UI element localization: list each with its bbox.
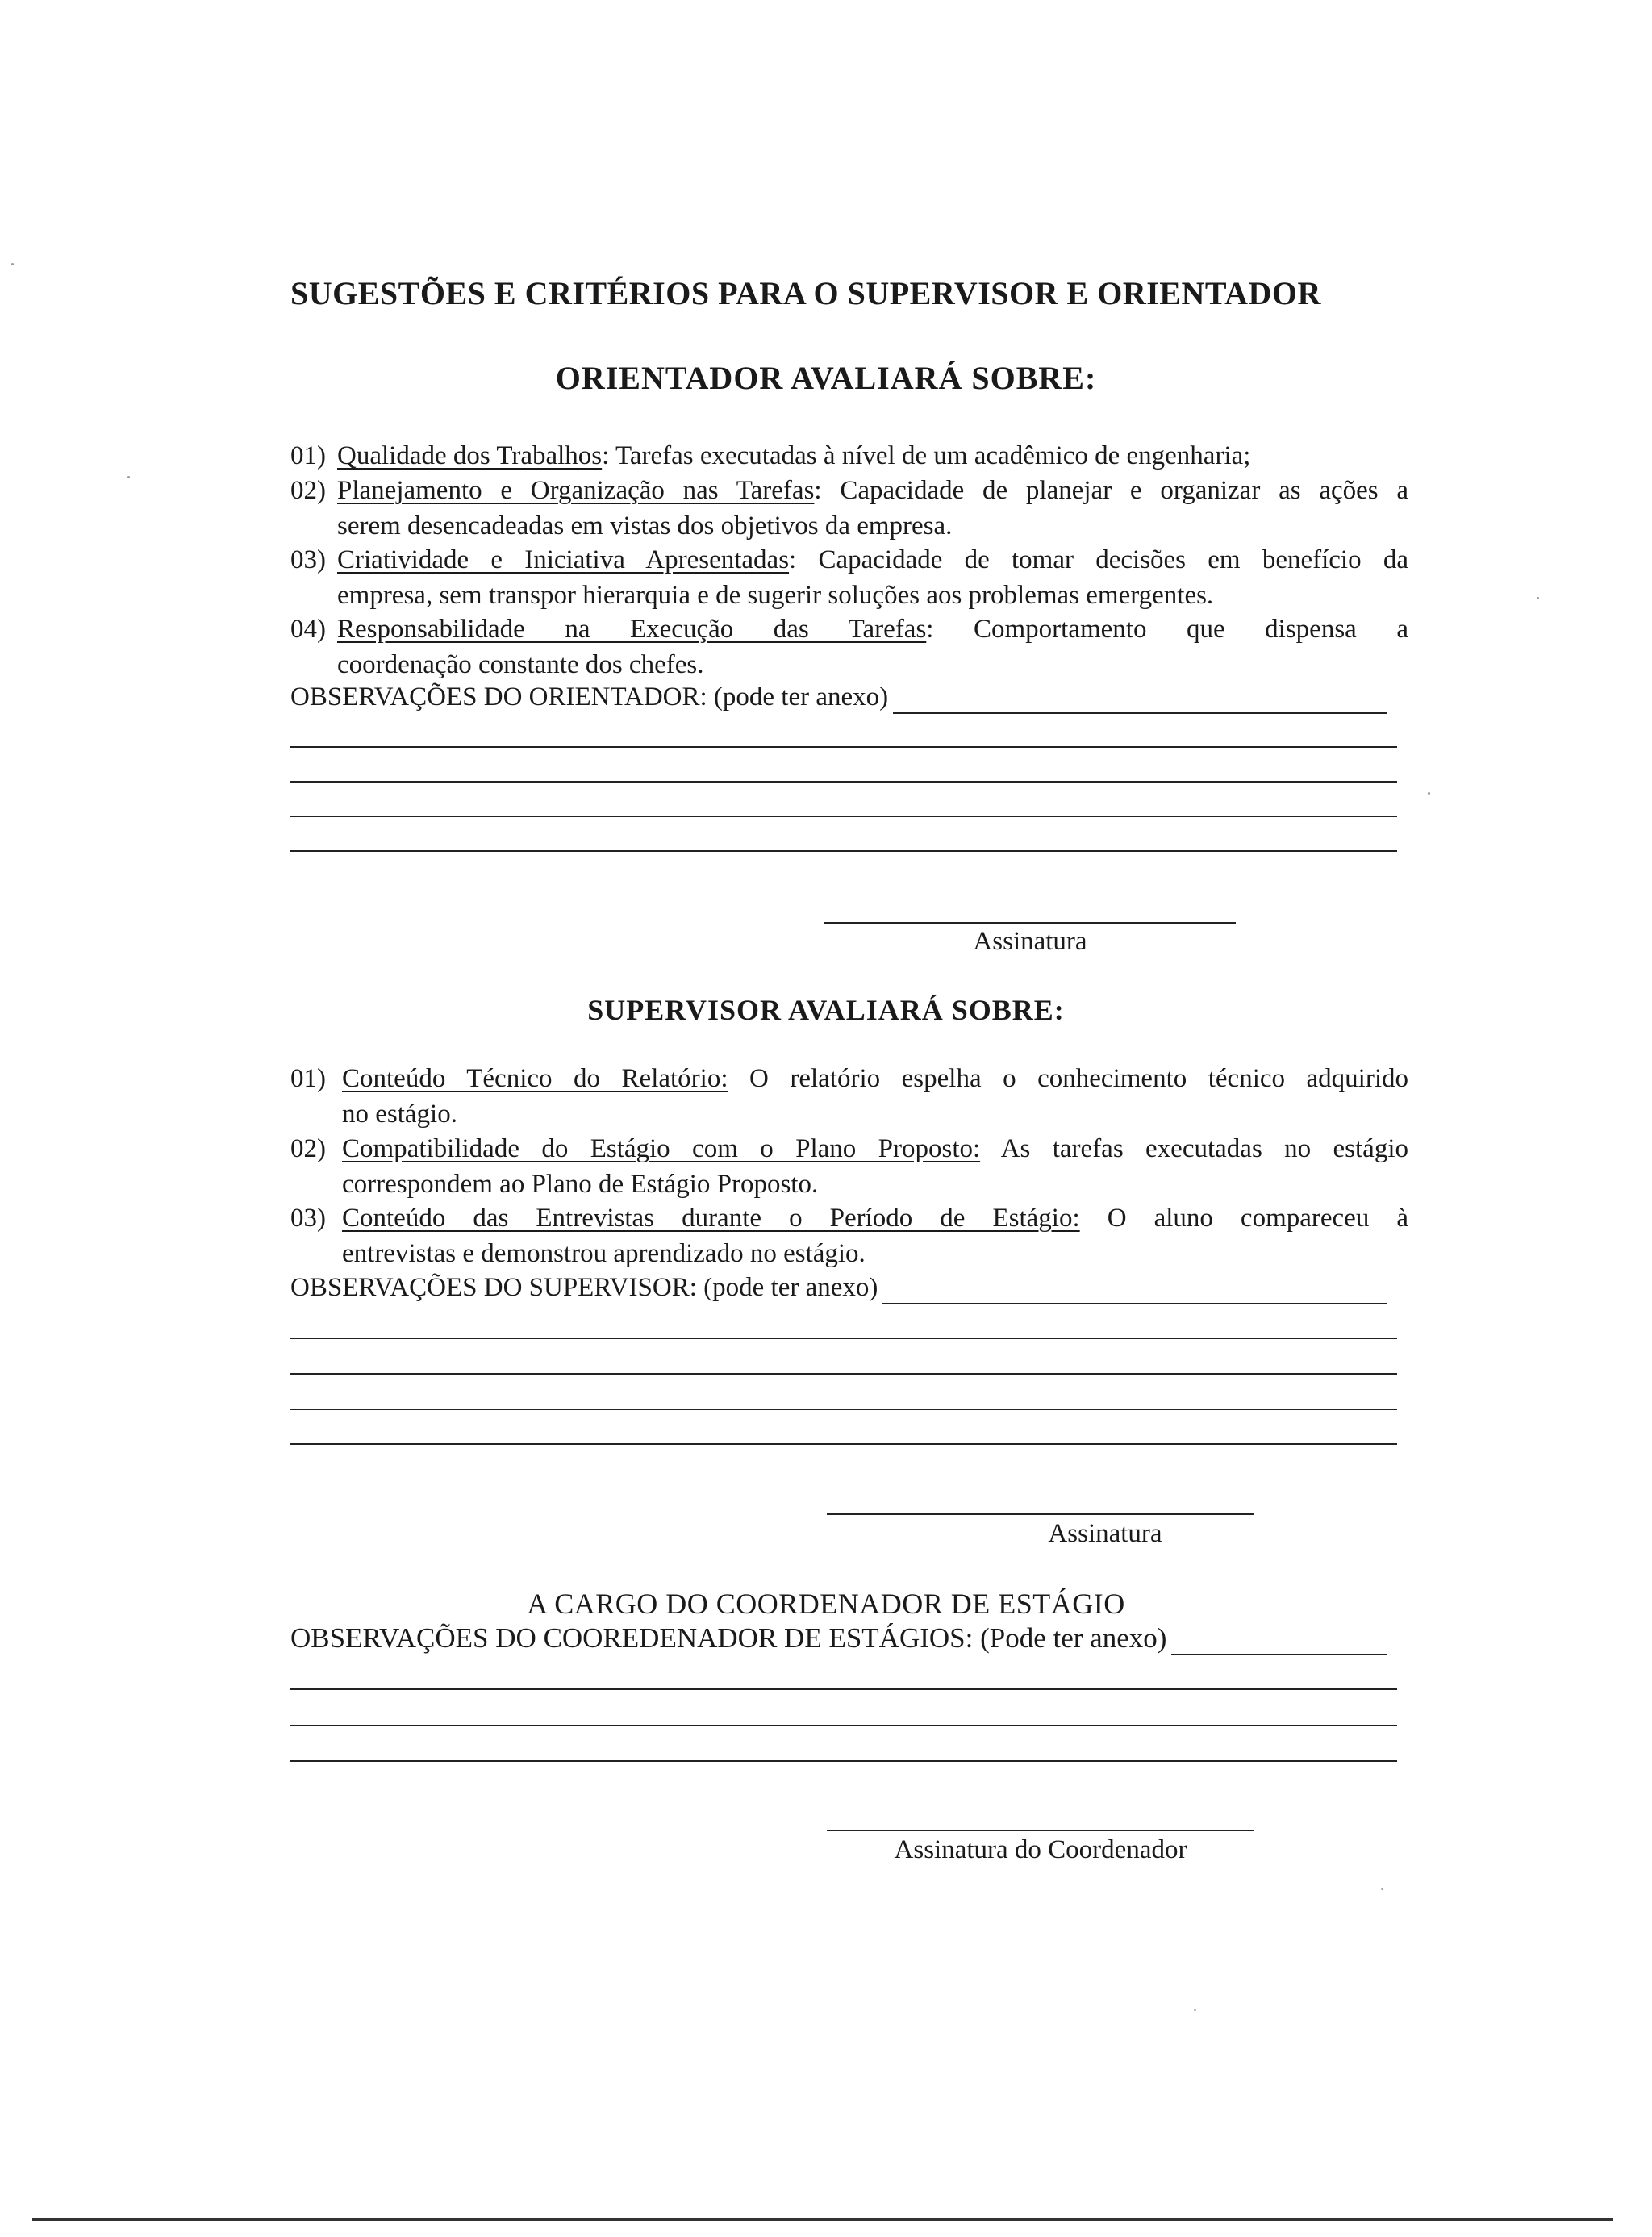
orientador-item-2: 02) Planejamento e Organização nas Tarefas: Capacidade de planejar e organizar as ações a serem desencadeadas em vistas dos objetivos da empresa. [290,473,1408,544]
supervisor-item-1 [290,1061,1408,1132]
scan-speck [11,263,14,265]
orientador-heading: ORIENTADOR AVALIARÁ SOBRE: [555,360,1097,396]
supervisor-observations-line[interactable] [290,1373,1397,1375]
criterion-description: O aluno compareceu à [1079,1204,1409,1233]
coordenador-signature-line[interactable] [827,1830,1254,1831]
orientador-item-4: 04) Responsabilidade na Execução das Tarefas: Comportamento que dispensa a coordenação constante dos chefes. [290,611,1408,682]
orientador-signature-line[interactable] [824,922,1236,924]
supervisor-observations-label: OBSERVAÇÕES DO SUPERVISOR: (pode ter anexo) [290,1273,878,1302]
criterion-description: O relatório espelha o conhecimento técnico adquirido [728,1064,1409,1093]
criterion-description: Comportamento que dispensa a [933,615,1408,644]
scan-speck [127,476,130,478]
supervisor-signature-line[interactable] [827,1513,1254,1515]
scan-speck [1428,792,1430,795]
criterion-description-cont: coordenação constante dos chefes. [337,650,704,679]
criterion-description: As tarefas executadas no estágio [980,1134,1408,1163]
criterion-label: Criatividade e Iniciativa Apresentadas [337,545,790,574]
coordenador-observations-line[interactable] [290,1725,1397,1726]
criterion-label: Compatibilidade do Estágio com o Plano Proposto: [342,1134,981,1163]
criterion-label: Responsabilidade na Execução das Tarefas [337,615,927,644]
coordenador-signature-label: Assinatura do Coordenador [894,1835,1187,1864]
criterion-label: Conteúdo das Entrevistas durante o Período de Estágio: [342,1204,1080,1233]
supervisor-observations-line[interactable] [290,1409,1397,1410]
supervisor-item-3 [290,1200,1408,1271]
scan-bottom-edge [32,2218,1613,2221]
orientador-observations-line[interactable] [290,746,1397,748]
criterion-label: Conteúdo Técnico do Relatório: [342,1064,728,1093]
criterion-label: Planejamento e Organização nas Tarefas [337,476,815,505]
supervisor-observations-line[interactable] [290,1338,1397,1339]
item-number: 04) [290,615,326,644]
orientador-observations-line[interactable] [290,850,1397,852]
coordenador-observations-label: OBSERVAÇÕES DO COOREDENADOR DE ESTÁGIOS: (Pode ter anexo) [290,1622,1167,1654]
orientador-observations-blank[interactable] [893,712,1387,714]
supervisor-heading: SUPERVISOR AVALIARÁ SOBRE: [587,994,1065,1026]
orientador-item-1: 01) Qualidade dos Trabalhos: Tarefas executadas à nível de um acadêmico de engenharia; [290,438,1408,474]
item-number: 03) [290,545,326,574]
scan-speck [1381,1888,1383,1890]
orientador-observations-line[interactable] [290,816,1397,817]
orientador-observations-label: OBSERVAÇÕES DO ORIENTADOR: (pode ter anexo) [290,682,889,712]
item-number: 02) [290,1134,326,1163]
document-title: SUGESTÕES E CRITÉRIOS PARA O SUPERVISOR E ORIENTADOR [290,275,1321,311]
orientador-signature-label: Assinatura [973,927,1087,956]
criterion-description-cont: serem desencadeadas em vistas dos objetivos da empresa. [337,511,953,540]
criterion-description: Tarefas executadas à nível de um acadêmico de engenharia; [609,441,1251,470]
scan-speck [1194,2009,1196,2011]
coordenador-observations-line[interactable] [290,1688,1397,1690]
criterion-description: Capacidade de tomar decisões em benefício da [796,545,1408,574]
coordenador-heading: A CARGO DO COORDENADOR DE ESTÁGIO [527,1588,1125,1620]
supervisor-observations-blank[interactable] [882,1303,1387,1304]
criterion-description-cont: empresa, sem transpor hierarquia e de sugerir soluções aos problemas emergentes. [337,581,1214,610]
item-number: 03) [290,1204,326,1233]
item-number: 02) [290,476,326,505]
criterion-description-cont: no estágio. [342,1100,457,1129]
item-number: 01) [290,441,326,470]
orientador-item-3: 03) Criatividade e Iniciativa Apresentadas: Capacidade de tomar decisões em benefício da empresa, sem transpor hierarquia e de sugerir soluções aos problemas emergentes. [290,542,1408,613]
orientador-observations-line[interactable] [290,781,1397,783]
coordenador-observations-blank[interactable] [1171,1654,1387,1655]
coordenador-observations-line[interactable] [290,1760,1397,1762]
supervisor-signature-label: Assinatura [1048,1519,1162,1548]
criterion-description-cont: entrevistas e demonstrou aprendizado no estágio. [342,1239,866,1268]
criterion-label: Qualidade dos Trabalhos [337,441,603,470]
item-number: 01) [290,1064,326,1093]
scan-speck [1537,597,1539,599]
supervisor-item-2 [290,1131,1408,1202]
criterion-description-cont: correspondem ao Plano de Estágio Proposto. [342,1170,819,1199]
criterion-description: Capacidade de planejar e organizar as ações a [821,476,1409,505]
supervisor-observations-line[interactable] [290,1443,1397,1445]
